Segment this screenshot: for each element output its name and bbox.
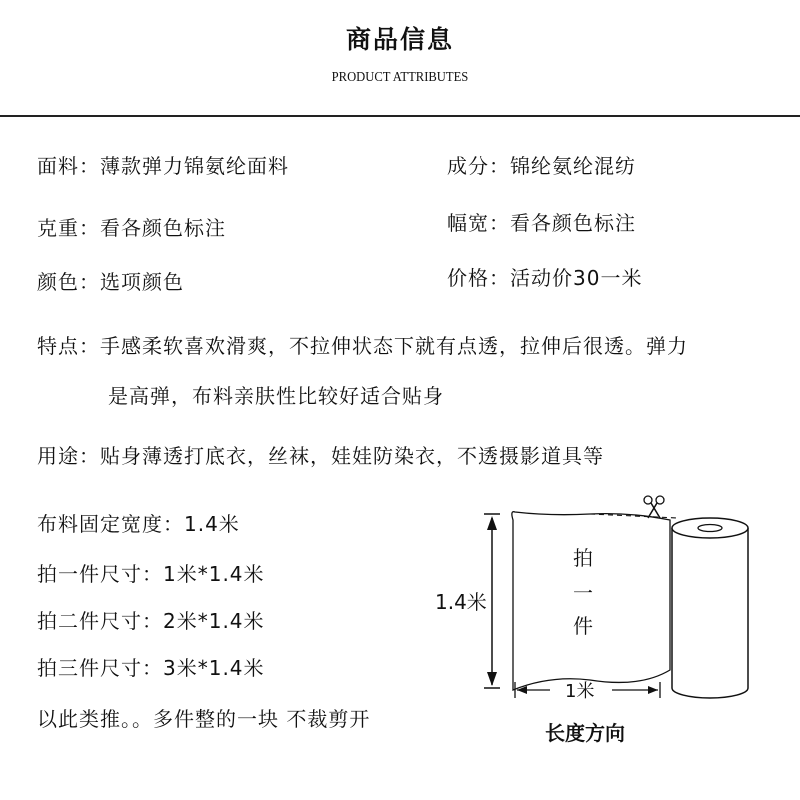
price-field xyxy=(447,262,642,291)
features-line2: 是高弹，布料亲肤性比较好适合贴身 xyxy=(108,384,444,408)
fabric-label: 面料： xyxy=(37,154,100,178)
fabric-roll xyxy=(672,518,748,698)
price-label: 价格： xyxy=(447,266,510,290)
usage-label: 用途： xyxy=(37,444,100,468)
color-field xyxy=(37,266,184,295)
vertical-text-1: 拍 xyxy=(573,546,593,570)
usage-value: 贴身薄透打底衣，丝袜，娃娃防染衣，不透摄影道具等 xyxy=(100,444,604,468)
vertical-text-3: 件 xyxy=(573,614,593,638)
weight-field xyxy=(37,212,226,241)
size-note: 以此类推。。多件整的一块 不裁剪开 xyxy=(37,707,371,731)
composition-value: 锦纶氨纶混纺 xyxy=(510,154,636,178)
weight-label: 克重： xyxy=(37,216,100,240)
usage-field xyxy=(37,440,604,469)
size-line-3: 拍三件尺寸：3米*1.4米 xyxy=(37,656,265,680)
color-value: 选项颜色 xyxy=(100,270,184,294)
vertical-text-2: 一 xyxy=(573,581,593,605)
scissors-icon xyxy=(644,496,664,518)
composition-field xyxy=(447,150,636,179)
width-field xyxy=(447,207,636,236)
width-value: 看各颜色标注 xyxy=(510,211,636,235)
fixed-width-line: 布料固定宽度：1.4米 xyxy=(37,512,240,536)
header-divider xyxy=(0,115,800,117)
features-label: 特点： xyxy=(37,334,100,358)
page-subtitle: PRODUCT ATTRIBUTES xyxy=(331,70,469,85)
diagram-caption: 长度方向 xyxy=(545,721,625,745)
weight-value: 看各颜色标注 xyxy=(100,216,226,240)
fabric-value: 薄款弹力锦氨纶面料 xyxy=(100,154,289,178)
price-value: 活动价30一米 xyxy=(510,266,643,290)
size-line-1: 拍一件尺寸：1米*1.4米 xyxy=(37,562,265,586)
features-field xyxy=(37,330,688,359)
composition-label: 成分： xyxy=(447,154,510,178)
length-label: 1米 xyxy=(565,681,595,702)
color-label: 颜色： xyxy=(37,270,100,294)
height-label: 1.4米 xyxy=(435,590,487,614)
size-line-2: 拍二件尺寸：2米*1.4米 xyxy=(37,609,265,633)
fabric-field xyxy=(37,150,289,179)
page-title: 商品信息 xyxy=(345,25,454,54)
features-value-line1: 手感柔软喜欢滑爽，不拉伸状态下就有点透，拉伸后很透。弹力 xyxy=(100,334,688,358)
fabric-roll-diagram xyxy=(420,490,780,760)
width-label: 幅宽： xyxy=(447,211,510,235)
